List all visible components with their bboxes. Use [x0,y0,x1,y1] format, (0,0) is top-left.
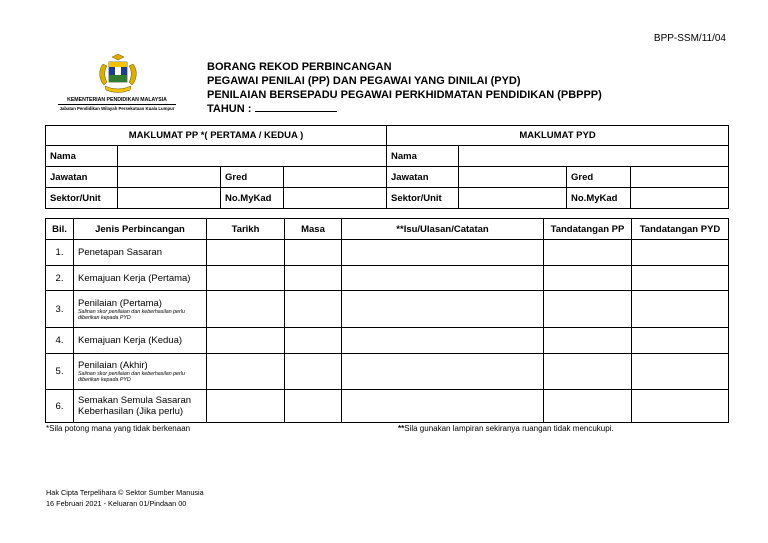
department-name: Jabatan Pendidikan Wilayah Persekutuan Kuala Lumpur [59,106,175,111]
form-title [207,60,602,116]
note-attachment-mark: ** [398,424,405,433]
row-tarikh-field[interactable] [207,291,285,328]
title-line-1: BORANG REKOD PERBINCANGAN [207,61,392,73]
pp-jawatan-label: Jawatan [46,167,118,188]
row-tt-pyd-field[interactable] [632,266,729,291]
header-tandatangan-pyd: Tandatangan PYD [632,219,729,240]
pp-nama-field[interactable] [118,146,387,167]
table-row [46,354,729,390]
row-number: 6. [46,390,74,423]
tahun-field[interactable] [255,102,337,112]
row-masa-field[interactable] [285,390,342,423]
table-row [46,240,729,266]
header-tarikh: Tarikh [207,219,285,240]
row-tt-pyd-field[interactable] [632,390,729,423]
note-strike-out: *Sila potong mana yang tidak berkenaan [46,424,191,433]
row-jenis-note: Salinan skor penilaian dan keberhasilan perlu diberikan kepada PYD [78,371,185,383]
pp-mykad-label: No.MyKad [221,188,284,209]
pyd-info-header: MAKLUMAT PYD [387,126,729,146]
row-tarikh-field[interactable] [207,328,285,354]
row-isu-field[interactable] [342,266,544,291]
ministry-logo [58,54,176,118]
pp-gred-label: Gred [221,167,284,188]
note-attachment-text: Sila gunakan lampiran sekiranya ruangan tidak mencukupi. [404,424,614,433]
table-row [46,266,729,291]
row-tarikh-field[interactable] [207,266,285,291]
pp-sektor-label: Sektor/Unit [46,188,118,209]
row-tt-pp-field[interactable] [544,390,632,423]
pyd-sektor-field[interactable] [459,188,567,209]
logo-divider [58,104,176,105]
pp-sektor-field[interactable] [118,188,221,209]
row-tt-pp-field[interactable] [544,354,632,390]
row-isu-field[interactable] [342,291,544,328]
row-tarikh-field[interactable] [207,354,285,390]
row-tarikh-field[interactable] [207,240,285,266]
coat-of-arms-icon [98,54,138,96]
row-isu-field[interactable] [342,328,544,354]
header-tandatangan-pp: Tandatangan PP [544,219,632,240]
pyd-gred-field[interactable] [631,167,729,188]
row-jenis-text: Kemajuan Kerja (Pertama) [78,272,191,284]
header-masa: Masa [285,219,342,240]
tahun-row [207,102,602,116]
info-table [45,125,729,209]
row-masa-field[interactable] [285,291,342,328]
row-number: 2. [46,266,74,291]
row-number: 5. [46,354,74,390]
table-row [46,328,729,354]
row-jenis-text: Penilaian (Pertama) [78,297,162,309]
pp-info-header: MAKLUMAT PP *( PERTAMA / KEDUA ) [46,126,387,146]
row-tt-pp-field[interactable] [544,328,632,354]
row-jenis [74,266,207,291]
row-tt-pp-field[interactable] [544,291,632,328]
pyd-mykad-field[interactable] [631,188,729,209]
row-tt-pp-field[interactable] [544,240,632,266]
table-row [46,291,729,328]
pyd-nama-label: Nama [387,146,459,167]
row-number: 3. [46,291,74,328]
pyd-sektor-label: Sektor/Unit [387,188,459,209]
footer-version: 16 Februari 2021 - Keluaran 01/Pindaan 00 [46,499,187,508]
header-bil: Bil. [46,219,74,240]
pp-nama-label: Nama [46,146,118,167]
footer-copyright: Hak Cipta Terpelihara © Sektor Sumber Manusia [46,488,204,497]
document-reference: BPP-SSM/11/04 [653,33,726,44]
header-isu: **Isu/Ulasan/Catatan [342,219,544,240]
row-tarikh-field[interactable] [207,390,285,423]
row-jenis [74,291,207,328]
discussion-table [45,218,729,423]
row-jenis [74,240,207,266]
row-number: 1. [46,240,74,266]
row-jenis-text: Semakan Semula Sasaran Keberhasilan (Jika perlu) [78,395,192,417]
pp-jawatan-field[interactable] [118,167,221,188]
tahun-label: TAHUN : [207,103,252,115]
pyd-mykad-label: No.MyKad [567,188,631,209]
row-masa-field[interactable] [285,240,342,266]
row-number: 4. [46,328,74,354]
ministry-name: KEMENTERIAN PENDIDIKAN MALAYSIA [67,97,167,103]
pp-gred-field[interactable] [284,167,387,188]
pp-mykad-field[interactable] [284,188,387,209]
header-jenis: Jenis Perbincangan [74,219,207,240]
row-masa-field[interactable] [285,328,342,354]
row-tt-pyd-field[interactable] [632,328,729,354]
row-masa-field[interactable] [285,354,342,390]
row-jenis-text: Penilaian (Akhir) [78,360,148,371]
row-isu-field[interactable] [342,240,544,266]
row-tt-pyd-field[interactable] [632,291,729,328]
row-jenis [74,328,207,354]
note-attachment [398,424,614,433]
row-jenis-text: Penetapan Sasaran [78,247,162,258]
table-row [46,390,729,423]
row-masa-field[interactable] [285,266,342,291]
row-tt-pyd-field[interactable] [632,354,729,390]
row-jenis-note: Salinan skor penilaian dan keberhasilan perlu diberikan kepada PYD [78,308,185,321]
pyd-nama-field[interactable] [459,146,729,167]
title-line-3: PENILAIAN BERSEPADU PEGAWAI PERKHIDMATAN PENDIDIKAN (PBPPP) [207,89,602,101]
row-tt-pyd-field[interactable] [632,240,729,266]
row-isu-field[interactable] [342,390,544,423]
row-jenis [74,390,207,423]
row-isu-field[interactable] [342,354,544,390]
row-jenis [74,354,207,390]
pyd-gred-label: Gred [567,167,631,188]
title-line-2: PEGAWAI PENILAI (PP) DAN PEGAWAI YANG DINILAI (PYD) [207,75,521,87]
row-tt-pp-field[interactable] [544,266,632,291]
pyd-jawatan-field[interactable] [459,167,567,188]
pyd-jawatan-label: Jawatan [387,167,459,188]
row-jenis-text: Kemajuan Kerja (Kedua) [78,335,183,346]
